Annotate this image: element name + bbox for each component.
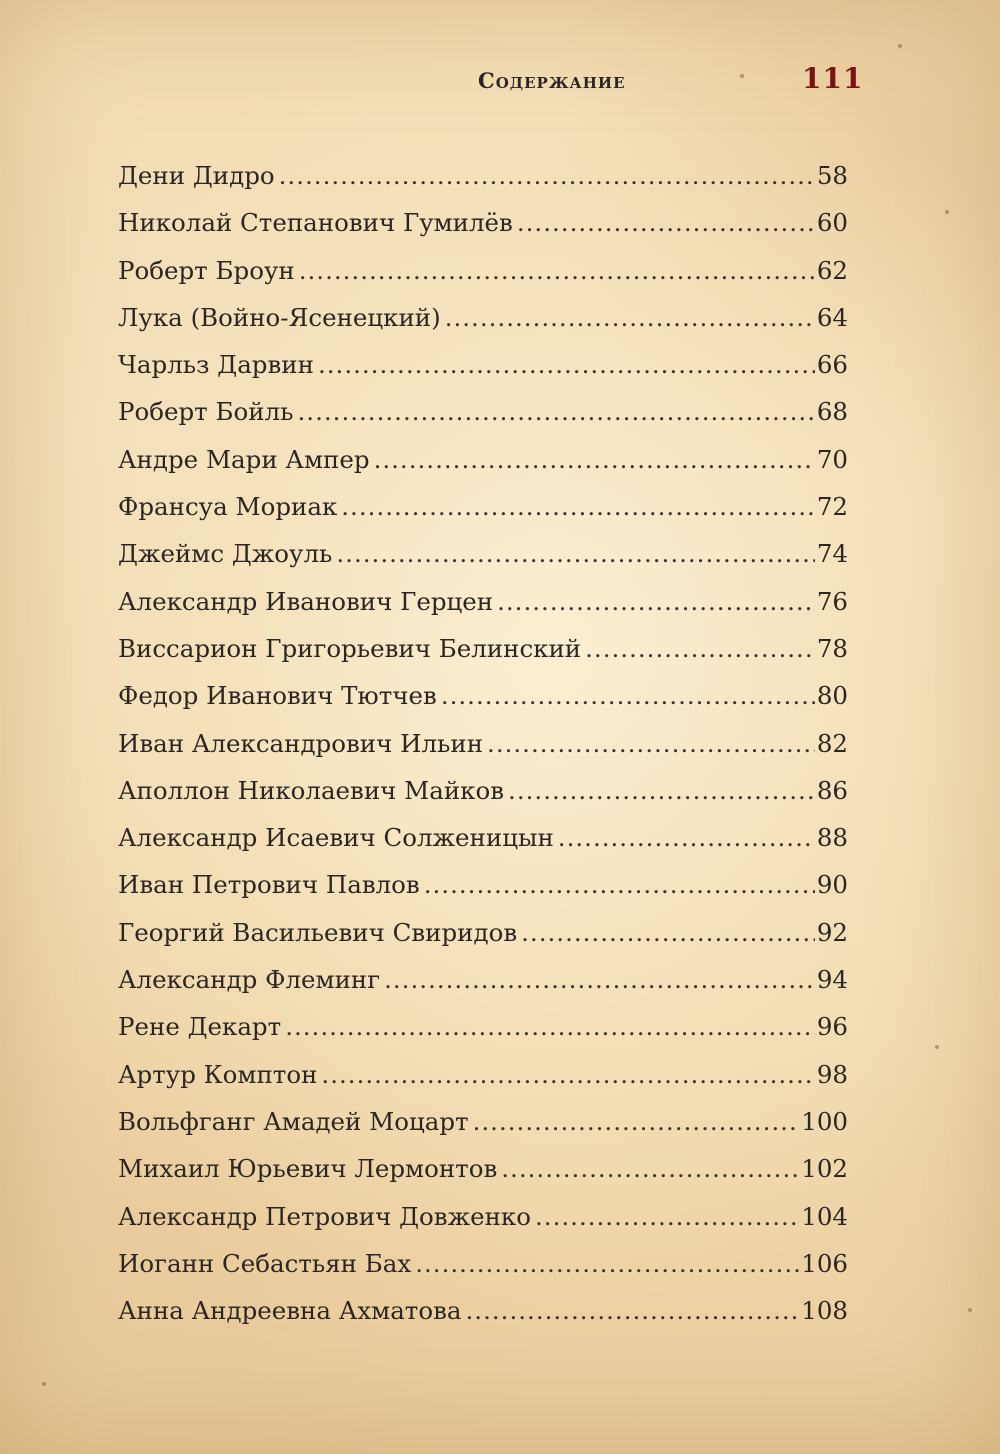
toc-entry-page: 78 (816, 633, 848, 663)
toc-entry (118, 861, 848, 908)
toc-entry-title: Дени Дидро (118, 161, 275, 190)
toc-entry-page: 100 (801, 1106, 848, 1136)
toc-entry-page: 86 (816, 775, 848, 805)
toc-dot-leader (501, 1145, 799, 1192)
toc-entry-title: Лука (Войно-Ясенецкий) (118, 302, 441, 332)
toc-dot-leader (341, 483, 815, 530)
toc-entry-page: 82 (816, 728, 848, 758)
toc-entry-page: 92 (816, 917, 848, 947)
toc-entry (118, 388, 848, 435)
toc-entry-page: 76 (816, 586, 848, 616)
toc-entry-page: 90 (816, 870, 848, 900)
toc-entry-title: Иван Александрович Ильин (118, 728, 484, 758)
toc-entry-title: Георгий Васильевич Свиридов (118, 917, 518, 947)
page-number: 111 (802, 62, 864, 95)
toc-dot-leader (374, 436, 815, 483)
paper-speck (42, 1382, 46, 1386)
toc-entry (118, 1240, 848, 1287)
toc-entry-page: 96 (816, 1012, 848, 1042)
toc-entry-page: 106 (801, 1248, 848, 1278)
toc-dot-leader (508, 767, 815, 814)
toc-entry (118, 578, 848, 625)
toc-entry-page: 62 (816, 255, 848, 285)
toc-dot-leader (299, 247, 815, 294)
toc-entry (118, 1003, 848, 1050)
toc-entry-page: 74 (816, 539, 848, 569)
toc-entry-page: 60 (816, 208, 848, 238)
toc-entry-page: 64 (816, 302, 848, 332)
toc-entry-title: Александр Иванович Герцен (118, 586, 494, 616)
toc-entry-page: 108 (801, 1296, 848, 1326)
toc-entry-title: Иван Петрович Павлов (118, 870, 420, 900)
toc-dot-leader (585, 625, 815, 672)
toc-dot-leader (445, 294, 815, 341)
toc-dot-leader (487, 720, 815, 767)
toc-entry (118, 530, 848, 577)
toc-dot-leader (424, 861, 815, 908)
toc-entry (118, 152, 848, 199)
toc-dot-leader (473, 1098, 800, 1145)
toc-entry-title: Рене Декарт (118, 1012, 282, 1042)
toc-entry (118, 767, 848, 814)
paper-speck (898, 44, 902, 48)
toc-entry-title: Анна Андреевна Ахматова (118, 1296, 462, 1326)
toc-entry-title: Александр Петрович Довженко (118, 1201, 531, 1231)
toc-entry (118, 814, 848, 861)
toc-entry-page: 68 (816, 397, 848, 427)
toc-entry-title: Александр Флеминг (118, 965, 381, 995)
toc-entry (118, 1098, 848, 1145)
toc-entry-page: 58 (816, 161, 848, 190)
toc-dot-leader (535, 1193, 799, 1240)
toc-dot-leader (336, 530, 814, 577)
toc-entry-page: 94 (816, 965, 848, 995)
toc-entry-title: Виссарион Григорьевич Белинский (118, 633, 582, 663)
toc-dot-leader (279, 152, 815, 199)
toc-dot-leader (321, 1051, 814, 1098)
toc-entry-title: Джеймс Джоуль (118, 539, 333, 569)
toc-entry-title: Франсуа Мориак (118, 492, 338, 522)
toc-entry-page: 102 (801, 1154, 848, 1184)
toc-entry (118, 483, 848, 530)
paper-speck (945, 210, 949, 214)
toc-entry-page: 80 (816, 681, 848, 711)
toc-dot-leader (384, 956, 815, 1003)
toc-entry (118, 199, 848, 246)
toc-entry (118, 909, 848, 956)
toc-entry-title: Аполлон Николаевич Майков (118, 775, 505, 805)
toc-entry-title: Николай Степанович Гумилёв (118, 208, 513, 238)
toc-entry (118, 341, 848, 388)
toc-entry-title: Михаил Юрьевич Лермонтов (118, 1154, 498, 1184)
toc-entry-page: 66 (816, 350, 848, 380)
toc-dot-leader (521, 909, 815, 956)
paper-speck (968, 1308, 972, 1312)
toc-dot-leader (558, 814, 815, 861)
toc-dot-leader (298, 388, 815, 435)
toc-entry (118, 720, 848, 767)
toc-entry-title: Федор Иванович Тютчев (118, 681, 437, 711)
toc-entry (118, 625, 848, 672)
toc-dot-leader (318, 341, 815, 388)
toc-entry-title: Роберт Бойль (118, 397, 294, 427)
toc-entry-title: Роберт Броун (118, 255, 295, 285)
toc-dot-leader (441, 672, 815, 719)
toc-entry (118, 1051, 848, 1098)
toc-entry (118, 1193, 848, 1240)
toc-entry-page: 70 (816, 444, 848, 474)
toc-dot-leader (497, 578, 815, 625)
toc-dot-leader (517, 199, 815, 246)
toc-entry (118, 1287, 848, 1334)
toc-entry-page: 72 (816, 492, 848, 522)
toc-entry (118, 294, 848, 341)
toc-entry-page: 88 (816, 823, 848, 853)
paper-speck (935, 1045, 939, 1049)
toc-entry-title: Андре Мари Ампер (118, 444, 370, 474)
toc-dot-leader (415, 1240, 799, 1287)
toc-entry-page: 104 (801, 1201, 848, 1231)
toc-entry-title: Чарльз Дарвин (118, 350, 314, 380)
toc-entry-title: Александр Исаевич Солженицын (118, 823, 554, 853)
toc-entry (118, 247, 848, 294)
toc-dot-leader (285, 1003, 815, 1050)
toc-entry (118, 436, 848, 483)
toc-entry (118, 956, 848, 1003)
toc-entry (118, 672, 848, 719)
toc-entry-title: Вольфганг Амадей Моцарт (118, 1106, 469, 1136)
toc-entry-title: Иоганн Себастьян Бах (118, 1248, 412, 1278)
toc-entry-title: Артур Комптон (118, 1059, 318, 1089)
toc-dot-leader (466, 1287, 800, 1334)
toc-entry-page: 98 (816, 1059, 848, 1089)
running-title: Содержание (478, 68, 626, 93)
toc-entry (118, 1145, 848, 1192)
page-header (0, 62, 1000, 102)
table-of-contents (118, 152, 848, 1334)
